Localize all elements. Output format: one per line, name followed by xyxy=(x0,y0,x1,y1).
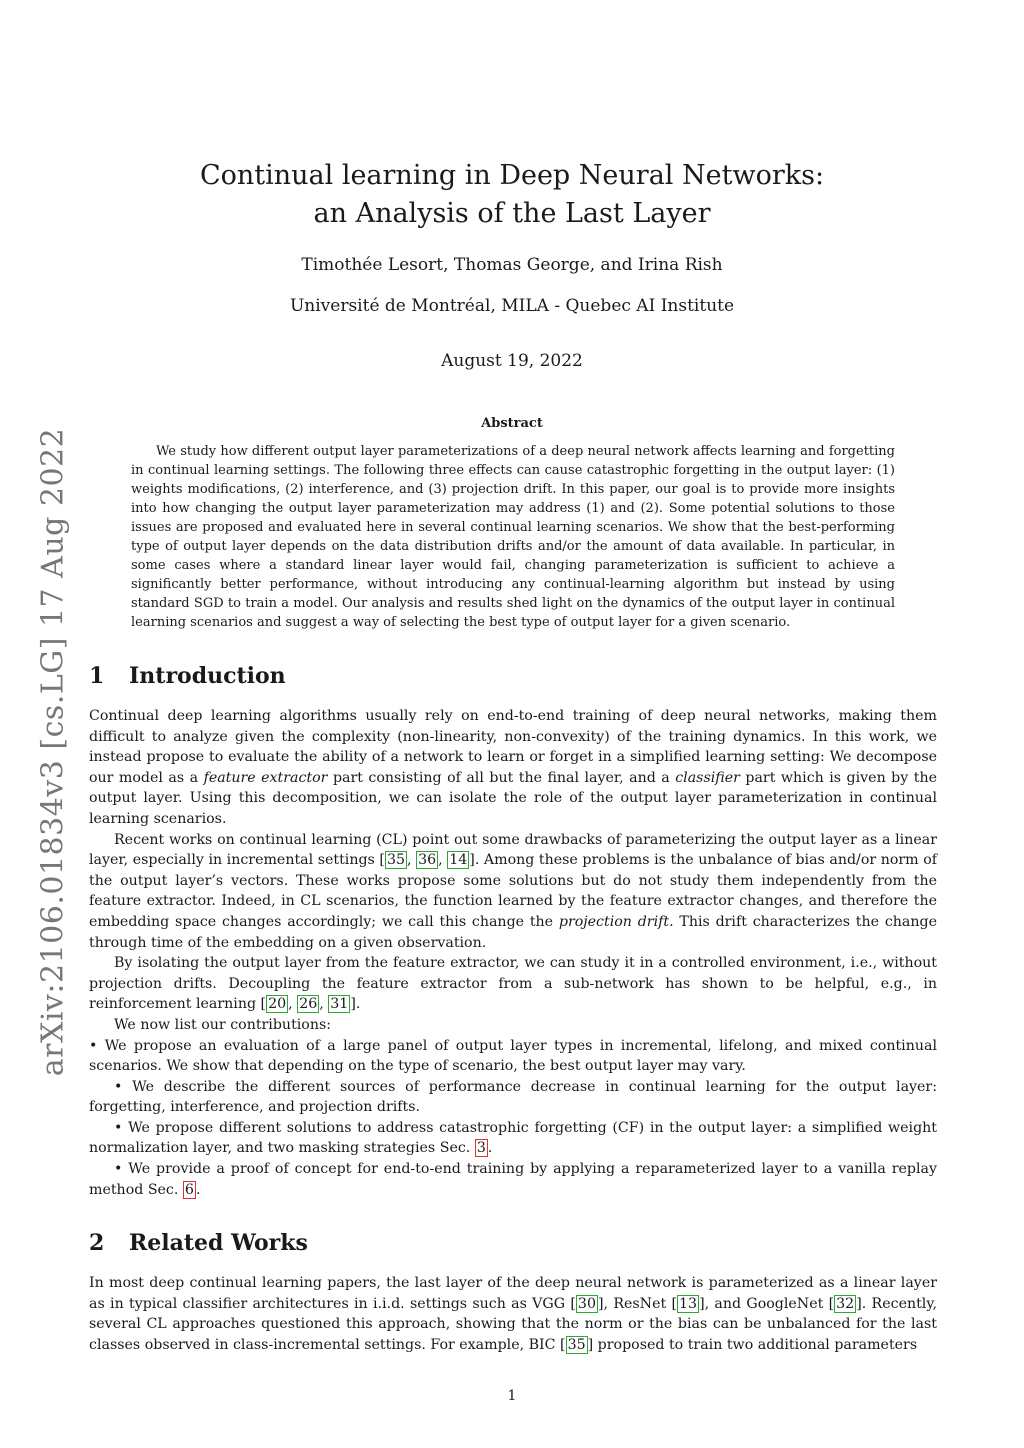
contribution-item: • We describe the different sources of performance decrease in continual learning for the output layer: forgetting, interference, and projection drifts. xyxy=(89,1078,937,1116)
citation-link[interactable]: 35 xyxy=(386,852,405,869)
introduction-body xyxy=(89,706,937,1200)
abstract-heading: Abstract xyxy=(481,416,543,431)
section-number: 2 xyxy=(89,1230,105,1256)
citation-link[interactable]: 32 xyxy=(836,1295,855,1312)
emphasis: projection drift. xyxy=(558,913,674,930)
text-run: ]. Among these problems is the unbalance of bias and/or norm of the output layer’s vectors. These works propose some solutions but do not study them independently from the feature extractor. Indeed, in CL scenarios, the function learned by the feature extractor changes, and therefore the embedding space changes accordingly; we call this change the xyxy=(89,852,937,930)
text-run: part consisting of all but the final layer, and a xyxy=(327,769,676,786)
contribution-item: • We propose an evaluation of a large panel of output layer types in incremental, lifelong, and mixed continual scenarios. We show that depending on the type of scenario, the best output layer may vary. xyxy=(89,1037,937,1075)
section-ref-link[interactable]: 6 xyxy=(184,1181,194,1198)
title-line-1: Continual learning in Deep Neural Networks: xyxy=(199,160,825,191)
text-run: This drift characterizes the change through time of the embedding on a given observation. xyxy=(89,913,937,951)
text-run: . xyxy=(487,1140,493,1157)
contribution-item xyxy=(89,1159,937,1200)
emphasis: feature extractor xyxy=(203,769,328,786)
text-run: . xyxy=(195,1181,201,1198)
paper-title xyxy=(0,157,1024,233)
section-heading-related-works xyxy=(89,1230,308,1256)
paragraph xyxy=(89,1273,937,1355)
text-run: Continual deep learning algorithms usually rely on end-to-end training of deep neural networks, making them difficult to analyze given the complexity (non-linearity, non-convexity) of the training dynamics. In this work, we instead propose to evaluate the ability of a network to learn or forget in a simplified learning setting: We decompose our model as a xyxy=(89,708,937,786)
citation-link[interactable]: 26 xyxy=(299,996,318,1013)
text-run: ]. xyxy=(350,996,361,1013)
citation-link[interactable]: 31 xyxy=(330,996,349,1013)
text-run: • We propose different solutions to address catastrophic forgetting (CF) in the output layer: a simplified weight normalization layer, and two masking strategies Sec. xyxy=(89,1119,937,1157)
text-run: • We provide a proof of concept for end-to-end training by applying a reparameterized layer to a vanilla replay method Sec. xyxy=(89,1161,937,1198)
arxiv-stamp: arXiv:2106.01834v3 [cs.LG] 17 Aug 2022 xyxy=(35,427,71,1077)
emphasis: classifier xyxy=(675,769,740,786)
text-run: Recent works on continual learning (CL) point out some drawbacks of parameterizing the output layer as a linear layer, especially in incremental settings [ xyxy=(89,831,937,869)
title-line-2: an Analysis of the Last Layer xyxy=(313,198,711,229)
paragraph: We now list our contributions: xyxy=(114,1016,332,1033)
paragraph xyxy=(89,706,937,830)
text-run: In most deep continual learning papers, the last layer of the deep neural network is parameterized as a linear layer as in typical classifier architectures in i.i.d. settings such as VGG [ xyxy=(89,1275,937,1312)
section-title: Introduction xyxy=(129,663,286,689)
paragraph: Recent works on continual learning (CL) point out some drawbacks of parameterizing the output layer as a linear layer, especially in incremental settings [ 35 , 36 , 14 ]. Among these problems is the unbalance of bias and/or norm of the output layer’s vectors. These works propose some solutions but do not study them independently from the feature extractor. Indeed, in CL scenarios, the function learned by the feature extractor changes, and therefore the embedding space changes accordingly; we call this change the projection drift. This drift characterizes the change through time of the embedding on a given observation. xyxy=(89,831,937,951)
text-run: By isolating the output layer from the feature extractor, we can study it in a controlled environment, i.e., without projection drifts. Decoupling the feature extractor from a sub-network has shown to be helpful, e.g., in reinforcement learning [ xyxy=(89,955,937,1013)
citation-link[interactable]: 14 xyxy=(449,852,468,869)
authors: Timothée Lesort, Thomas George, and Irina Rish xyxy=(301,255,723,275)
text-run: ], ResNet [ xyxy=(597,1295,678,1312)
citation-link[interactable]: 20 xyxy=(268,996,287,1013)
section-heading-introduction xyxy=(89,663,286,689)
citation-link[interactable]: 13 xyxy=(679,1295,698,1312)
related-works-body xyxy=(89,1273,937,1355)
contribution-item xyxy=(89,1118,937,1159)
text-run: ], and GoogleNet [ xyxy=(699,1295,835,1312)
citation-link[interactable]: 35 xyxy=(567,1336,586,1353)
page-number: 1 xyxy=(507,1388,517,1404)
abstract-text: We study how different output layer parameterizations of a deep neural network affects learning and forgetting in continual learning settings. The following three effects can cause catastrophic forgetting in the output layer: (1) weights modifications, (2) interference, and (3) projection drift. In this paper, our goal is to provide more insights into how changing the output layer parameterization may address (1) and (2). Some potential solutions to those issues are proposed and evaluated here in several continual learning scenarios. We show that the best-performing type of output layer depends on the data distribution drifts and/or the amount of data available. In particular, in some cases where a standard linear layer would fail, changing parameterization is sufficient to achieve a significantly better performance, without introducing any continual-learning algorithm but instead by using standard SGD to train a model. Our analysis and results shed light on the dynamics of the output layer in continual learning scenarios and suggest a way of selecting the best type of output layer for a given scenario. xyxy=(131,444,895,630)
section-number: 1 xyxy=(89,663,105,689)
text-run: part which is given by the output layer. Using this decomposition, we can isolate the role of the output layer parameterization in continual learning scenarios. xyxy=(89,769,937,827)
text-run: ]. Recently, several CL approaches questioned this approach, showing that the norm or the bias can be unbalanced for the last classes observed in class-incremental settings. For example, BIC [ xyxy=(89,1295,937,1353)
date: August 19, 2022 xyxy=(441,351,583,371)
citation-link[interactable]: 30 xyxy=(577,1295,596,1312)
section-ref-link[interactable]: 3 xyxy=(476,1140,486,1157)
text-run: ] proposed to train two additional parameters xyxy=(587,1336,918,1353)
paragraph: By isolating the output layer from the feature extractor, we can study it in a controlled environment, i.e., without projection drifts. Decoupling the feature extractor from a sub-network has shown to be helpful, e.g., in reinforcement learning [ 20 , 26 , 31 ]. xyxy=(89,955,937,1013)
citation-link[interactable]: 36 xyxy=(418,852,437,869)
section-title: Related Works xyxy=(129,1230,308,1256)
affiliation: Université de Montréal, MILA - Quebec AI Institute xyxy=(289,296,735,316)
